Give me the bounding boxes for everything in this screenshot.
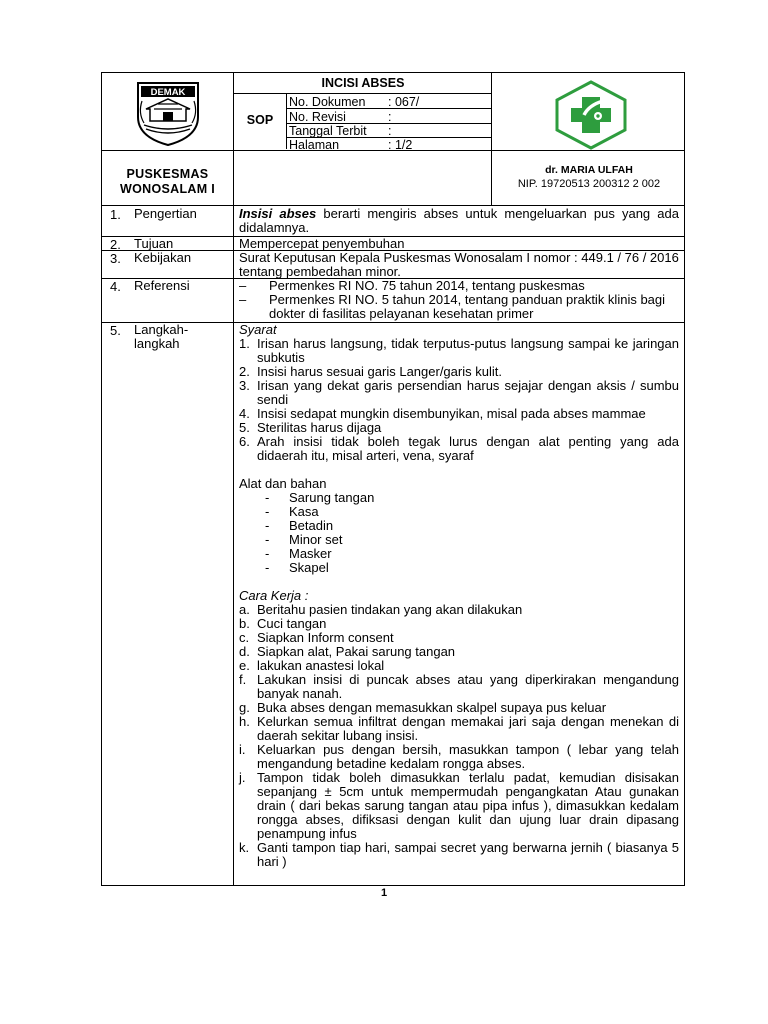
list-item: - Kasa	[265, 504, 319, 519]
row-content-pengertian: Insisi abses berarti mengiris abses untuk mengeluarkan pus yang ada didalamnya.	[239, 206, 679, 235]
row-number: 1.	[110, 207, 121, 222]
row-content-referensi	[239, 279, 679, 321]
list-item: c. Siapkan Inform consent	[239, 630, 394, 645]
list-item: 3. Irisan yang dekat garis persendian harus sejajar dengan aksis / sumbu sendi	[239, 378, 679, 407]
signer-nip: NIP. 19720513 200312 2 002	[517, 178, 661, 190]
reference-item: – Permenkes RI NO. 75 tahun 2014, tentang puskesmas	[239, 278, 585, 293]
section-title-cara-kerja: Cara Kerja :	[239, 588, 309, 603]
row-content-langkah	[239, 323, 679, 869]
meta-halaman: Halaman : 1/2	[289, 138, 413, 152]
meta-no-dokumen: No. Dokumen : 067/	[289, 95, 420, 109]
section-title-syarat: Syarat	[239, 322, 277, 337]
reference-item: – Permenkes RI NO. 5 tahun 2014, tentang panduan praktik klinis bagi dokter di fasilitas pelayanan kesehatan primer	[239, 292, 666, 321]
list-item: - Betadin	[265, 518, 334, 533]
list-item: 4. Insisi sedapat mungkin disembunyikan, misal pada abses mammae	[239, 406, 646, 421]
list-item: - Skapel	[265, 560, 329, 575]
list-item: a. Beritahu pasien tindakan yang akan dilakukan	[239, 602, 523, 617]
row-number: 4.	[110, 279, 121, 294]
row-number: 2.	[110, 237, 121, 252]
syarat-list	[239, 337, 679, 463]
signer-block	[492, 163, 686, 191]
meta-tanggal-terbit: Tanggal Terbit :	[289, 124, 392, 138]
row-label-pengertian: Pengertian	[134, 206, 197, 221]
list-item: e. lakukan anastesi lokal	[239, 658, 385, 673]
list-item: j. Tampon tidak boleh dimasukkan terlalu padat, kemudian disisakan sepanjang ± 5cm untuk mempermudah pengangkatan Atau gunakan drain ( dari bekas sarung tangan atau pipa infus ), dimasukkan kedalam rongga abses, difiksasi dengan kulit dan ujung luar drain dipasang penampung infus	[239, 770, 679, 841]
list-item: - Minor set	[265, 532, 343, 547]
row-content-tujuan: Mempercepat penyembuhan	[239, 236, 405, 251]
sop-header	[101, 72, 685, 206]
list-item: 6. Arah insisi tidak boleh tegak lurus dengan alat penting yang ada didaerah itu, misal arteri, vena, syaraf	[239, 434, 679, 463]
list-item: - Masker	[265, 546, 332, 561]
row-number: 5.	[110, 323, 121, 338]
list-item: f. Lakukan insisi di puncak abses atau yang diperkirakan mengandung banyak nanah.	[239, 672, 679, 701]
demak-emblem-icon	[132, 79, 204, 147]
sop-label: SOP	[246, 113, 274, 127]
svg-text:DEMAK: DEMAK	[150, 87, 186, 98]
list-item: h. Kelurkan semua infiltrat dengan memakai jari saja dengan menekan di daerah sekitar lubang insisi.	[239, 714, 679, 743]
list-item: 5. Sterilitas harus dijaga	[239, 420, 382, 435]
signer-name: dr. MARIA ULFAH	[545, 164, 633, 176]
list-item: k. Ganti tampon tiap hari, sampai secret yang berwarna jernih ( biasanya 5 hari )	[239, 840, 679, 869]
list-item: d. Siapkan alat, Pakai sarung tangan	[239, 644, 456, 659]
cara-kerja-list	[239, 603, 679, 869]
list-item: 1. Irisan harus langsung, tidak terputus-putus langsung sampai ke jaringan subkutis	[239, 336, 679, 365]
list-item: - Sarung tangan	[265, 490, 375, 505]
puskesmas-name: PUSKESMAS WONOSALAM I	[120, 167, 215, 196]
list-item: 2. Insisi harus sesuai garis Langer/garis kulit.	[239, 364, 502, 379]
list-item: i. Keluarkan pus dengan bersih, masukkan tampon ( lebar yang telah mengandung betadine kedalam rongga abses.	[239, 742, 679, 771]
row-label-tujuan: Tujuan	[134, 236, 174, 251]
meta-no-revisi: No. Revisi :	[289, 110, 392, 124]
list-item: b. Cuci tangan	[239, 616, 327, 631]
sop-body-table	[101, 206, 685, 886]
page-number: 1	[380, 887, 388, 899]
row-content-kebijakan: Surat Keputusan Kepala Puskesmas Wonosalam I nomor : 449.1 / 76 / 2016 tentang pembedahan minor.	[239, 250, 679, 279]
list-item: g. Buka abses dengan memasukkan skalpel supaya pus keluar	[239, 700, 607, 715]
row-label-kebijakan: Kebijakan	[134, 250, 192, 265]
kemenkes-emblem-icon	[553, 79, 629, 151]
alat-list	[239, 491, 679, 575]
row-number: 3.	[110, 251, 121, 266]
section-title-alat: Alat dan bahan	[239, 476, 327, 491]
document-title: INCISI ABSES	[321, 76, 405, 90]
row-label-langkah: Langkah- langkah	[134, 322, 189, 351]
row-label-referensi: Referensi	[134, 278, 190, 293]
